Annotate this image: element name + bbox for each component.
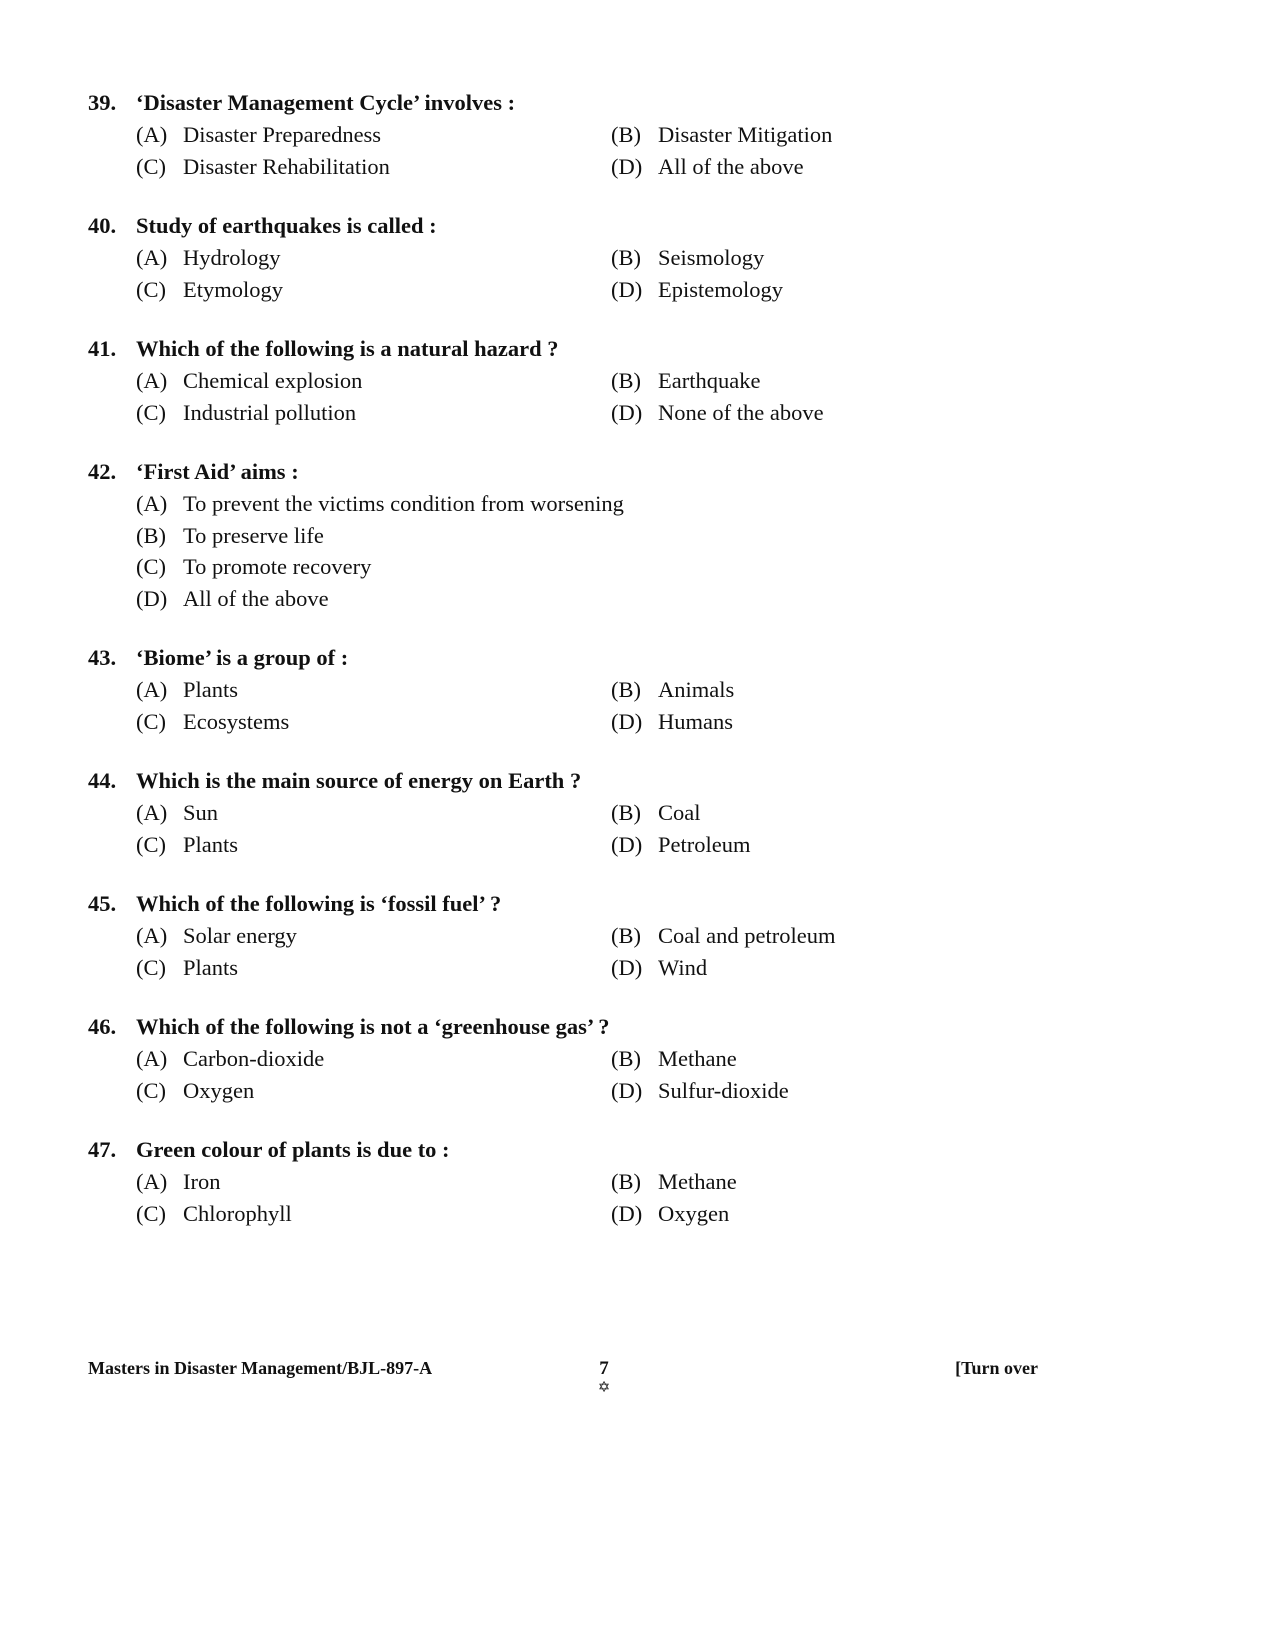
option-text: Industrial pollution xyxy=(183,399,357,425)
question-text: Green colour of plants is due to : xyxy=(136,1137,450,1162)
answer-option xyxy=(136,520,736,552)
answer-option xyxy=(136,119,611,151)
option-row xyxy=(136,242,1128,274)
answer-option xyxy=(611,1198,1086,1230)
question-stem xyxy=(88,1133,1128,1166)
answer-option xyxy=(611,151,1086,183)
answer-option xyxy=(611,674,1086,706)
option-letter: (B) xyxy=(611,245,641,270)
option-text: All of the above xyxy=(658,153,804,179)
answer-option xyxy=(136,1043,611,1075)
option-text: Carbon-dioxide xyxy=(183,1046,325,1071)
answer-option xyxy=(136,551,736,583)
option-text: Petroleum xyxy=(658,831,751,857)
question-number: 47. xyxy=(88,1137,117,1162)
option-row xyxy=(136,797,1128,829)
answer-option xyxy=(136,920,611,952)
answer-option xyxy=(611,397,1086,429)
turn-over-note: [Turn over xyxy=(955,1358,1038,1378)
answer-option xyxy=(136,397,611,429)
answer-option xyxy=(136,797,611,829)
option-row xyxy=(136,1198,1128,1230)
option-text: To promote recovery xyxy=(183,554,372,579)
option-text: All of the above xyxy=(183,585,329,611)
answer-option xyxy=(136,583,736,615)
answer-option xyxy=(136,151,611,183)
option-letter: (C) xyxy=(136,1077,166,1103)
option-letter: (A) xyxy=(136,368,168,393)
option-row xyxy=(136,119,1128,151)
option-letter: (A) xyxy=(136,491,168,516)
question-number: 43. xyxy=(88,645,117,670)
answer-option xyxy=(136,674,611,706)
answer-option xyxy=(611,952,1086,984)
option-text: Coal xyxy=(658,800,701,825)
answer-option xyxy=(136,706,611,738)
option-text: Plants xyxy=(183,831,239,857)
option-text: To prevent the victims condition from worsening xyxy=(183,491,624,516)
option-list xyxy=(136,365,1128,428)
option-letter: (D) xyxy=(611,276,643,302)
answer-option xyxy=(136,829,611,861)
option-text: Etymology xyxy=(183,276,283,302)
question-block xyxy=(88,887,1128,983)
option-text: Solar energy xyxy=(183,923,297,948)
option-letter: (C) xyxy=(136,276,166,302)
question-text: Which of the following is not a ‘greenhouse gas’ ? xyxy=(136,1014,610,1039)
option-text: Disaster Preparedness xyxy=(183,122,382,147)
option-letter: (B) xyxy=(611,677,641,702)
question-text: ‘First Aid’ aims : xyxy=(136,459,299,484)
option-letter: (C) xyxy=(136,153,166,179)
question-number: 40. xyxy=(88,213,117,238)
option-row xyxy=(136,829,1128,861)
option-letter: (A) xyxy=(136,122,168,147)
option-row xyxy=(136,952,1128,984)
option-list xyxy=(136,242,1128,305)
option-row xyxy=(136,151,1128,183)
answer-option xyxy=(136,242,611,274)
answer-option xyxy=(611,797,1086,829)
question-text: Which of the following is a natural hazard ? xyxy=(136,336,559,361)
star-icon: ✡ xyxy=(597,1378,611,1396)
question-text: Which is the main source of energy on Earth ? xyxy=(136,768,582,793)
option-letter: (B) xyxy=(611,800,641,825)
option-row xyxy=(136,274,1128,306)
option-letter: (C) xyxy=(136,954,166,980)
option-letter: (A) xyxy=(136,923,168,948)
option-text: Coal and petroleum xyxy=(658,923,836,948)
option-letter: (A) xyxy=(136,1046,168,1071)
question-number: 45. xyxy=(88,891,117,916)
option-text: Chlorophyll xyxy=(183,1200,292,1226)
option-letter: (D) xyxy=(611,954,643,980)
question-number: 41. xyxy=(88,336,117,361)
option-letter: (A) xyxy=(136,1169,168,1194)
option-text: Disaster Rehabilitation xyxy=(183,153,390,179)
answer-option xyxy=(611,829,1086,861)
question-block xyxy=(88,641,1128,737)
option-row xyxy=(136,674,1128,706)
option-letter: (C) xyxy=(136,554,166,579)
option-text: Humans xyxy=(658,708,733,734)
option-text: Epistemology xyxy=(658,276,783,302)
option-letter: (C) xyxy=(136,831,166,857)
question-stem xyxy=(88,641,1128,674)
option-text: Oxygen xyxy=(658,1200,730,1226)
answer-option xyxy=(136,1166,611,1198)
question-number: 44. xyxy=(88,768,117,793)
answer-option xyxy=(136,1075,611,1107)
option-row xyxy=(136,397,1128,429)
option-row xyxy=(136,920,1128,952)
option-letter: (C) xyxy=(136,1200,166,1226)
answer-option xyxy=(611,1166,1086,1198)
question-text: ‘Disaster Management Cycle’ involves : xyxy=(136,90,516,115)
question-block xyxy=(88,209,1128,305)
option-row xyxy=(136,1166,1128,1198)
question-block xyxy=(88,86,1128,182)
footer-page-marker xyxy=(584,1358,624,1394)
option-list xyxy=(136,488,1128,614)
question-number: 42. xyxy=(88,459,117,484)
option-text: Oxygen xyxy=(183,1077,255,1103)
option-text: Sun xyxy=(183,800,219,825)
option-row xyxy=(136,488,1128,520)
question-stem xyxy=(88,1010,1128,1043)
option-row xyxy=(136,520,1128,552)
question-block xyxy=(88,1133,1128,1229)
answer-option xyxy=(611,119,1086,151)
option-row xyxy=(136,583,1128,615)
option-list xyxy=(136,1166,1128,1229)
option-letter: (C) xyxy=(136,708,166,734)
answer-option xyxy=(136,274,611,306)
option-text: Disaster Mitigation xyxy=(658,122,833,147)
option-row xyxy=(136,551,1128,583)
option-list xyxy=(136,119,1128,182)
option-text: None of the above xyxy=(658,399,824,425)
option-letter: (A) xyxy=(136,245,168,270)
option-row xyxy=(136,1075,1128,1107)
option-letter: (D) xyxy=(611,831,643,857)
question-stem xyxy=(88,86,1128,119)
option-text: Methane xyxy=(658,1046,737,1071)
answer-option xyxy=(611,242,1086,274)
answer-option xyxy=(136,1198,611,1230)
option-text: Animals xyxy=(658,677,735,702)
option-text: Hydrology xyxy=(183,245,281,270)
option-text: Ecosystems xyxy=(183,708,290,734)
answer-option xyxy=(136,488,736,520)
question-number: 46. xyxy=(88,1014,117,1039)
answer-option xyxy=(611,920,1086,952)
option-row xyxy=(136,365,1128,397)
question-text: Which of the following is ‘fossil fuel’ ? xyxy=(136,891,502,916)
option-letter: (B) xyxy=(611,1169,641,1194)
question-block xyxy=(88,332,1128,428)
option-text: Iron xyxy=(183,1169,221,1194)
answer-option xyxy=(136,952,611,984)
option-row xyxy=(136,706,1128,738)
question-list xyxy=(88,86,1128,1256)
answer-option xyxy=(611,274,1086,306)
option-text: Earthquake xyxy=(658,368,761,393)
option-letter: (D) xyxy=(611,1200,643,1226)
option-list xyxy=(136,674,1128,737)
option-letter: (B) xyxy=(611,1046,641,1071)
question-stem xyxy=(88,209,1128,242)
answer-option xyxy=(611,365,1086,397)
option-letter: (B) xyxy=(611,122,641,147)
option-text: Chemical explosion xyxy=(183,368,363,393)
question-block xyxy=(88,455,1128,614)
page-number: 7 xyxy=(599,1358,609,1379)
option-row xyxy=(136,1043,1128,1075)
question-text: ‘Biome’ is a group of : xyxy=(136,645,349,670)
question-stem xyxy=(88,455,1128,488)
answer-option xyxy=(611,1075,1086,1107)
option-text: To preserve life xyxy=(183,522,324,548)
question-block xyxy=(88,764,1128,860)
answer-option xyxy=(611,1043,1086,1075)
option-letter: (D) xyxy=(136,585,168,611)
option-letter: (B) xyxy=(611,368,641,393)
option-letter: (B) xyxy=(136,522,166,548)
question-stem xyxy=(88,332,1128,365)
option-letter: (D) xyxy=(611,1077,643,1103)
question-text: Study of earthquakes is called : xyxy=(136,213,437,238)
option-text: Wind xyxy=(658,954,708,980)
option-letter: (C) xyxy=(136,399,166,425)
footer-exam-code: Masters in Disaster Management/BJL-897-A xyxy=(88,1358,433,1378)
option-text: Seismology xyxy=(658,245,765,270)
option-text: Plants xyxy=(183,954,239,980)
page-footer xyxy=(88,1358,1038,1418)
option-list xyxy=(136,1043,1128,1106)
option-letter: (D) xyxy=(611,153,643,179)
option-letter: (A) xyxy=(136,800,168,825)
answer-option xyxy=(136,365,611,397)
question-block xyxy=(88,1010,1128,1106)
option-list xyxy=(136,797,1128,860)
option-text: Plants xyxy=(183,677,239,702)
option-text: Sulfur-dioxide xyxy=(658,1077,789,1103)
question-stem xyxy=(88,887,1128,920)
question-number: 39. xyxy=(88,90,117,115)
option-letter: (D) xyxy=(611,708,643,734)
option-letter: (D) xyxy=(611,399,643,425)
answer-option xyxy=(611,706,1086,738)
option-text: Methane xyxy=(658,1169,737,1194)
option-letter: (B) xyxy=(611,923,641,948)
option-letter: (A) xyxy=(136,677,168,702)
question-stem xyxy=(88,764,1128,797)
option-list xyxy=(136,920,1128,983)
